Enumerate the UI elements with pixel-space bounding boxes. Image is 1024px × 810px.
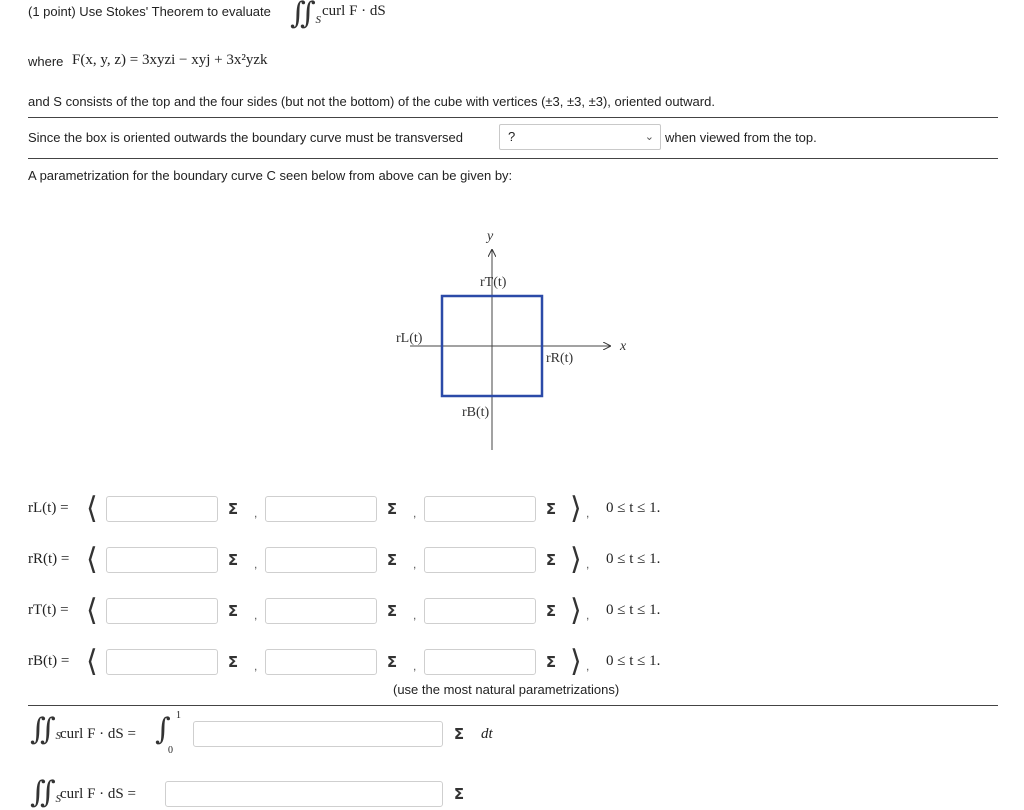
left-angle-bracket: ⟨ <box>86 491 98 526</box>
row-label: rL(t) = <box>28 500 69 516</box>
orientation-select-value: ? <box>508 129 516 144</box>
comma-separator: , <box>413 608 417 622</box>
comma-separator: , <box>413 659 417 673</box>
sigma-icon[interactable]: Σ <box>545 500 557 518</box>
sigma-icon[interactable]: Σ <box>227 602 239 620</box>
sigma-icon[interactable]: Σ <box>386 500 398 518</box>
left-angle-bracket: ⟨ <box>86 593 98 628</box>
parameter-range: 0 ≤ t ≤ 1. <box>606 551 661 567</box>
left-curve-label: rL(t) <box>396 331 423 346</box>
vector-field-expression: F(x, y, z) = 3xyzi − xyj + 3x²yzk <box>72 52 268 68</box>
component-input[interactable] <box>265 496 377 522</box>
bottom-curve-label: rB(t) <box>462 405 490 420</box>
component-input[interactable] <box>424 496 536 522</box>
comma-separator: , <box>586 557 590 571</box>
surface-integral-symbol: ∬S <box>30 775 62 810</box>
component-input[interactable] <box>424 649 536 675</box>
orientation-suffix: when viewed from the top. <box>665 130 817 145</box>
orientation-select[interactable] <box>499 124 661 150</box>
component-input[interactable] <box>106 496 218 522</box>
upper-limit: 1 <box>176 710 181 721</box>
component-input[interactable] <box>424 547 536 573</box>
sigma-icon[interactable]: Σ <box>227 653 239 671</box>
right-angle-bracket: ⟩ <box>570 644 582 679</box>
component-input[interactable] <box>265 649 377 675</box>
sigma-icon[interactable]: Σ <box>227 551 239 569</box>
component-input[interactable] <box>106 547 218 573</box>
comma-separator: , <box>254 506 258 520</box>
sigma-icon[interactable]: Σ <box>545 602 557 620</box>
sigma-icon[interactable]: Σ <box>453 785 465 803</box>
integrand-text: curl F · dS <box>322 3 386 19</box>
right-angle-bracket: ⟩ <box>570 542 582 577</box>
component-input[interactable] <box>424 598 536 624</box>
surface-description: and S consists of the top and the four sides (but not the bottom) of the cube with vertices (±3, ±3, ±3), oriented outward. <box>28 94 715 109</box>
right-angle-bracket: ⟩ <box>570 593 582 628</box>
problem-intro: (1 point) Use Stokes' Theorem to evaluate <box>28 4 271 19</box>
right-angle-bracket: ⟩ <box>570 491 582 526</box>
comma-separator: , <box>413 557 417 571</box>
component-input[interactable] <box>265 598 377 624</box>
comma-separator: , <box>413 506 417 520</box>
sigma-icon[interactable]: Σ <box>386 653 398 671</box>
final-integral-label: curl F · dS = <box>60 786 136 802</box>
comma-separator: , <box>586 506 590 520</box>
sigma-icon[interactable]: Σ <box>453 725 465 743</box>
parametrization-intro: A parametrization for the boundary curve C seen below from above can be given by: <box>28 168 513 183</box>
chevron-down-icon: ⌄ <box>644 131 654 143</box>
hint-text: (use the most natural parametrizations) <box>393 682 620 697</box>
sigma-icon[interactable]: Σ <box>545 653 557 671</box>
component-input[interactable] <box>106 649 218 675</box>
comma-separator: , <box>254 608 258 622</box>
divider <box>28 117 998 118</box>
surface-integral-symbol: ∬S <box>290 0 322 31</box>
y-axis-label: y <box>487 229 494 244</box>
orientation-prompt: Since the box is oriented outwards the boundary curve must be transversed <box>28 130 464 145</box>
sigma-icon[interactable]: Σ <box>386 602 398 620</box>
dt-label: dt <box>481 726 493 742</box>
top-curve-label: rT(t) <box>480 275 507 290</box>
parameter-range: 0 ≤ t ≤ 1. <box>606 500 661 516</box>
comma-separator: , <box>254 557 258 571</box>
x-axis-label: x <box>620 339 627 354</box>
row-label: rR(t) = <box>28 551 70 567</box>
row-label: rB(t) = <box>28 653 70 669</box>
divider <box>28 705 998 706</box>
definite-integral-symbol: ∫ <box>155 712 171 747</box>
boundary-curve-diagram <box>380 220 660 460</box>
left-angle-bracket: ⟨ <box>86 542 98 577</box>
row-label: rT(t) = <box>28 602 69 618</box>
where-label: where <box>28 54 64 69</box>
integral-label: curl F · dS = <box>60 726 136 742</box>
sigma-icon[interactable]: Σ <box>545 551 557 569</box>
comma-separator: , <box>254 659 258 673</box>
final-answer-input[interactable] <box>165 781 443 807</box>
parameter-range: 0 ≤ t ≤ 1. <box>606 653 661 669</box>
sigma-icon[interactable]: Σ <box>386 551 398 569</box>
comma-separator: , <box>586 608 590 622</box>
surface-integral-symbol: ∬S <box>30 712 62 747</box>
left-angle-bracket: ⟨ <box>86 644 98 679</box>
right-curve-label: rR(t) <box>546 351 574 366</box>
parameter-range: 0 ≤ t ≤ 1. <box>606 602 661 618</box>
component-input[interactable] <box>265 547 377 573</box>
component-input[interactable] <box>106 598 218 624</box>
lower-limit: 0 <box>168 745 173 756</box>
divider <box>28 158 998 159</box>
comma-separator: , <box>586 659 590 673</box>
sigma-icon[interactable]: Σ <box>227 500 239 518</box>
integrand-input[interactable] <box>193 721 443 747</box>
